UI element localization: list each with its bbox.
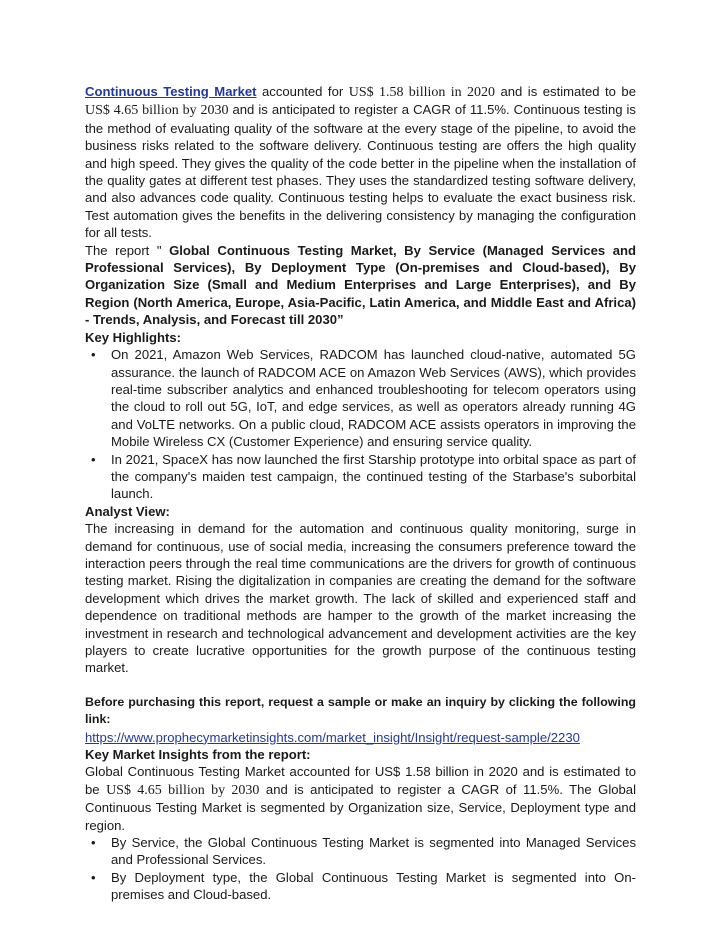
intro-value-2020: US$ 1.58 billion in 2020: [348, 85, 495, 100]
purchase-note: Before purchasing this report, request a sample or make an inquiry by clicking the following link:: [85, 694, 636, 727]
intro-paragraph: [85, 83, 636, 242]
analyst-view-paragraph: The increasing in demand for the automation and continuous quality monitoring, surge in demand for continuous, use of social media, increasing the consumers preference toward the interaction peers through the real time communications are the drivers for growth of continuous testing market. Rising the digitalization in companies are creating the demand for the software development which drives the market growth. The lack of skilled and experienced staff and dependence on traditional methods are hamper to the growth of the market increasing the investment in research and technological advancement and development activities are the key players to create lucrative opportunities for the growth purpose of the continuous testing market.: [85, 521, 636, 676]
intro-text-3: and is anticipated to register a CAGR of 11.5%. Continuous testing is the method of evaluating quality of the software at the every stage of the pipeline, to avoid the business risks related to the software delivery. Continuous testing are offers the high quality and high speed. They gives the quality of the code better in the pipeline when the installation of the quality gates at different test phases. They uses the standardized testing software delivery, and also advances code quality. Continuous testing helps to evaluate the exact business risk. Test automation gives the benefits in the delivering consistency by managing the configuration for all tests.: [85, 102, 636, 241]
list-item: • In 2021, SpaceX has now launched the first Starship prototype into orbital space as part of the company's maiden test campaign, the continued testing of the Starbase's suborbital launch.: [111, 451, 636, 503]
key-market-insights-heading: Key Market Insights from the report:: [85, 747, 311, 763]
intro-text-2: and is estimated to be: [494, 84, 636, 99]
insights-value-2030: US$ 4.65 billion by 2030: [106, 782, 260, 798]
intro-value-2030: US$ 4.65 billion by 2030: [85, 103, 229, 119]
intro-text-1: accounted for: [256, 84, 349, 99]
analyst-view-heading: Analyst View:: [85, 503, 170, 519]
insights-text-1: Global Continuous Testing Market accounted for US$ 1.58 billion in 2020 and is estimated to be: [85, 764, 636, 797]
document-page: [85, 83, 636, 904]
insights-paragraph: [85, 763, 636, 834]
list-item: • By Service, the Global Continuous Testing Market is segmented into Managed Services and Professional Services.: [111, 834, 636, 869]
key-highlights-list: [85, 346, 636, 503]
request-sample-link[interactable]: https://www.prophecymarketinsights.com/market_insight/Insight/request-sample/2230: [85, 729, 580, 745]
report-paragraph: [85, 242, 636, 329]
spacer: [85, 677, 636, 694]
report-title: Global Continuous Testing Market, By Service (Managed Services and Professional Services), By Deployment Type (On-premises and Cloud-based), By Organization Size (Small and Medium Enterprises and Large Enterprises), and By Region (North America, Europe, Asia-Pacific, Latin America, and Middle East and Africa) - Trends, Analysis, and Forecast till 2030”: [85, 242, 636, 328]
list-item: • On 2021, Amazon Web Services, RADCOM has launched cloud-native, automated 5G assurance. the launch of RADCOM ACE on Amazon Web Services (AWS), which provides real-time subscriber analytics and enhanced troubleshooting for telecom operators using the cloud to roll out 5G, IoT, and edge services, as well as operators already running 4G and VoLTE networks. On a public cloud, RADCOM ACE assists operators in improving the Mobile Wireless CX (Customer Experience) and ensuring service quality.: [111, 346, 636, 450]
key-highlights-heading: Key Highlights:: [85, 329, 182, 345]
insights-text-2: and is anticipated to register a CAGR of 11.5%. The Global Continuous Testing Market is segmented by Organization size, Service, Deployment type and region.: [85, 781, 636, 833]
list-item: • By Deployment type, the Global Continuous Testing Market is segmented into On-premises and Cloud-based.: [111, 869, 636, 904]
report-prefix: The report ": [85, 242, 170, 258]
insights-list: [85, 834, 636, 904]
continuous-testing-market-link[interactable]: Continuous Testing Market: [85, 84, 257, 99]
